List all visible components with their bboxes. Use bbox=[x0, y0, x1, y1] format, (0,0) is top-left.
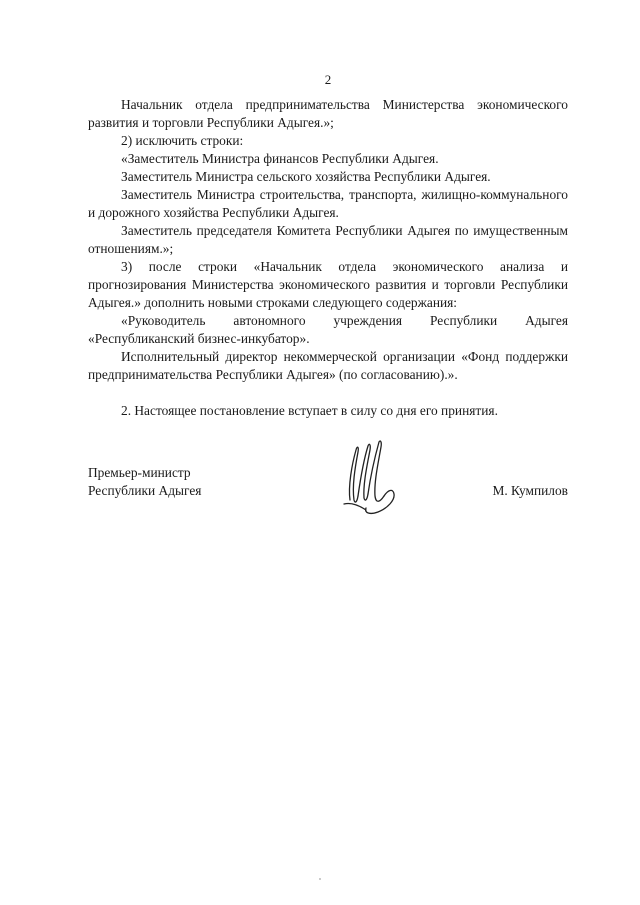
paragraph-after-line: 3) после строки «Начальник отдела экономического анализа и прогнозирования Министерства экономического развития и торговли Республики Адыгея.» дополнить новыми строками следующего содержания: bbox=[88, 259, 568, 310]
paragraph-fund-director: Исполнительный директор некоммерческой организации «Фонд поддержки предпринимательства Республики Адыгея» (по согласованию).». bbox=[88, 349, 568, 382]
paragraph-business-incubator: «Руководитель автономного учреждения Республики Адыгея «Республиканский бизнес-инкубатор». bbox=[88, 313, 568, 346]
signer-title-line2: Республики Адыгея bbox=[88, 483, 202, 498]
paragraph-deputy-finance: «Заместитель Министра финансов Республики Адыгея. bbox=[121, 151, 439, 166]
signer-title bbox=[88, 464, 201, 500]
paragraph-deputy-agriculture: Заместитель Министра сельского хозяйства Республики Адыгея. bbox=[121, 169, 491, 184]
scan-speck bbox=[319, 878, 321, 880]
handwritten-signature-icon bbox=[330, 438, 410, 520]
paragraph-head-of-department: Начальник отдела предпринимательства Министерства экономического развития и торговли Республики Адыгея.»; bbox=[88, 97, 568, 130]
signer-title-line1: Премьер-министр bbox=[88, 465, 191, 480]
paragraph-deputy-construction: Заместитель Министра строительства, транспорта, жилищно-коммунального и дорожного хозяйства Республики Адыгея. bbox=[88, 187, 568, 220]
signer-name: М. Кумпилов bbox=[492, 483, 568, 498]
paragraph-effective-date: 2. Настоящее постановление вступает в силу со дня его принятия. bbox=[121, 403, 498, 418]
paragraph-deputy-committee: Заместитель председателя Комитета Республики Адыгея по имущественным отношениям.»; bbox=[88, 223, 568, 256]
paragraph-gap bbox=[88, 384, 568, 402]
page-number: 2 bbox=[324, 72, 332, 87]
document-body bbox=[88, 96, 568, 420]
paragraph-exclude-lines: 2) исключить строки: bbox=[121, 133, 244, 148]
